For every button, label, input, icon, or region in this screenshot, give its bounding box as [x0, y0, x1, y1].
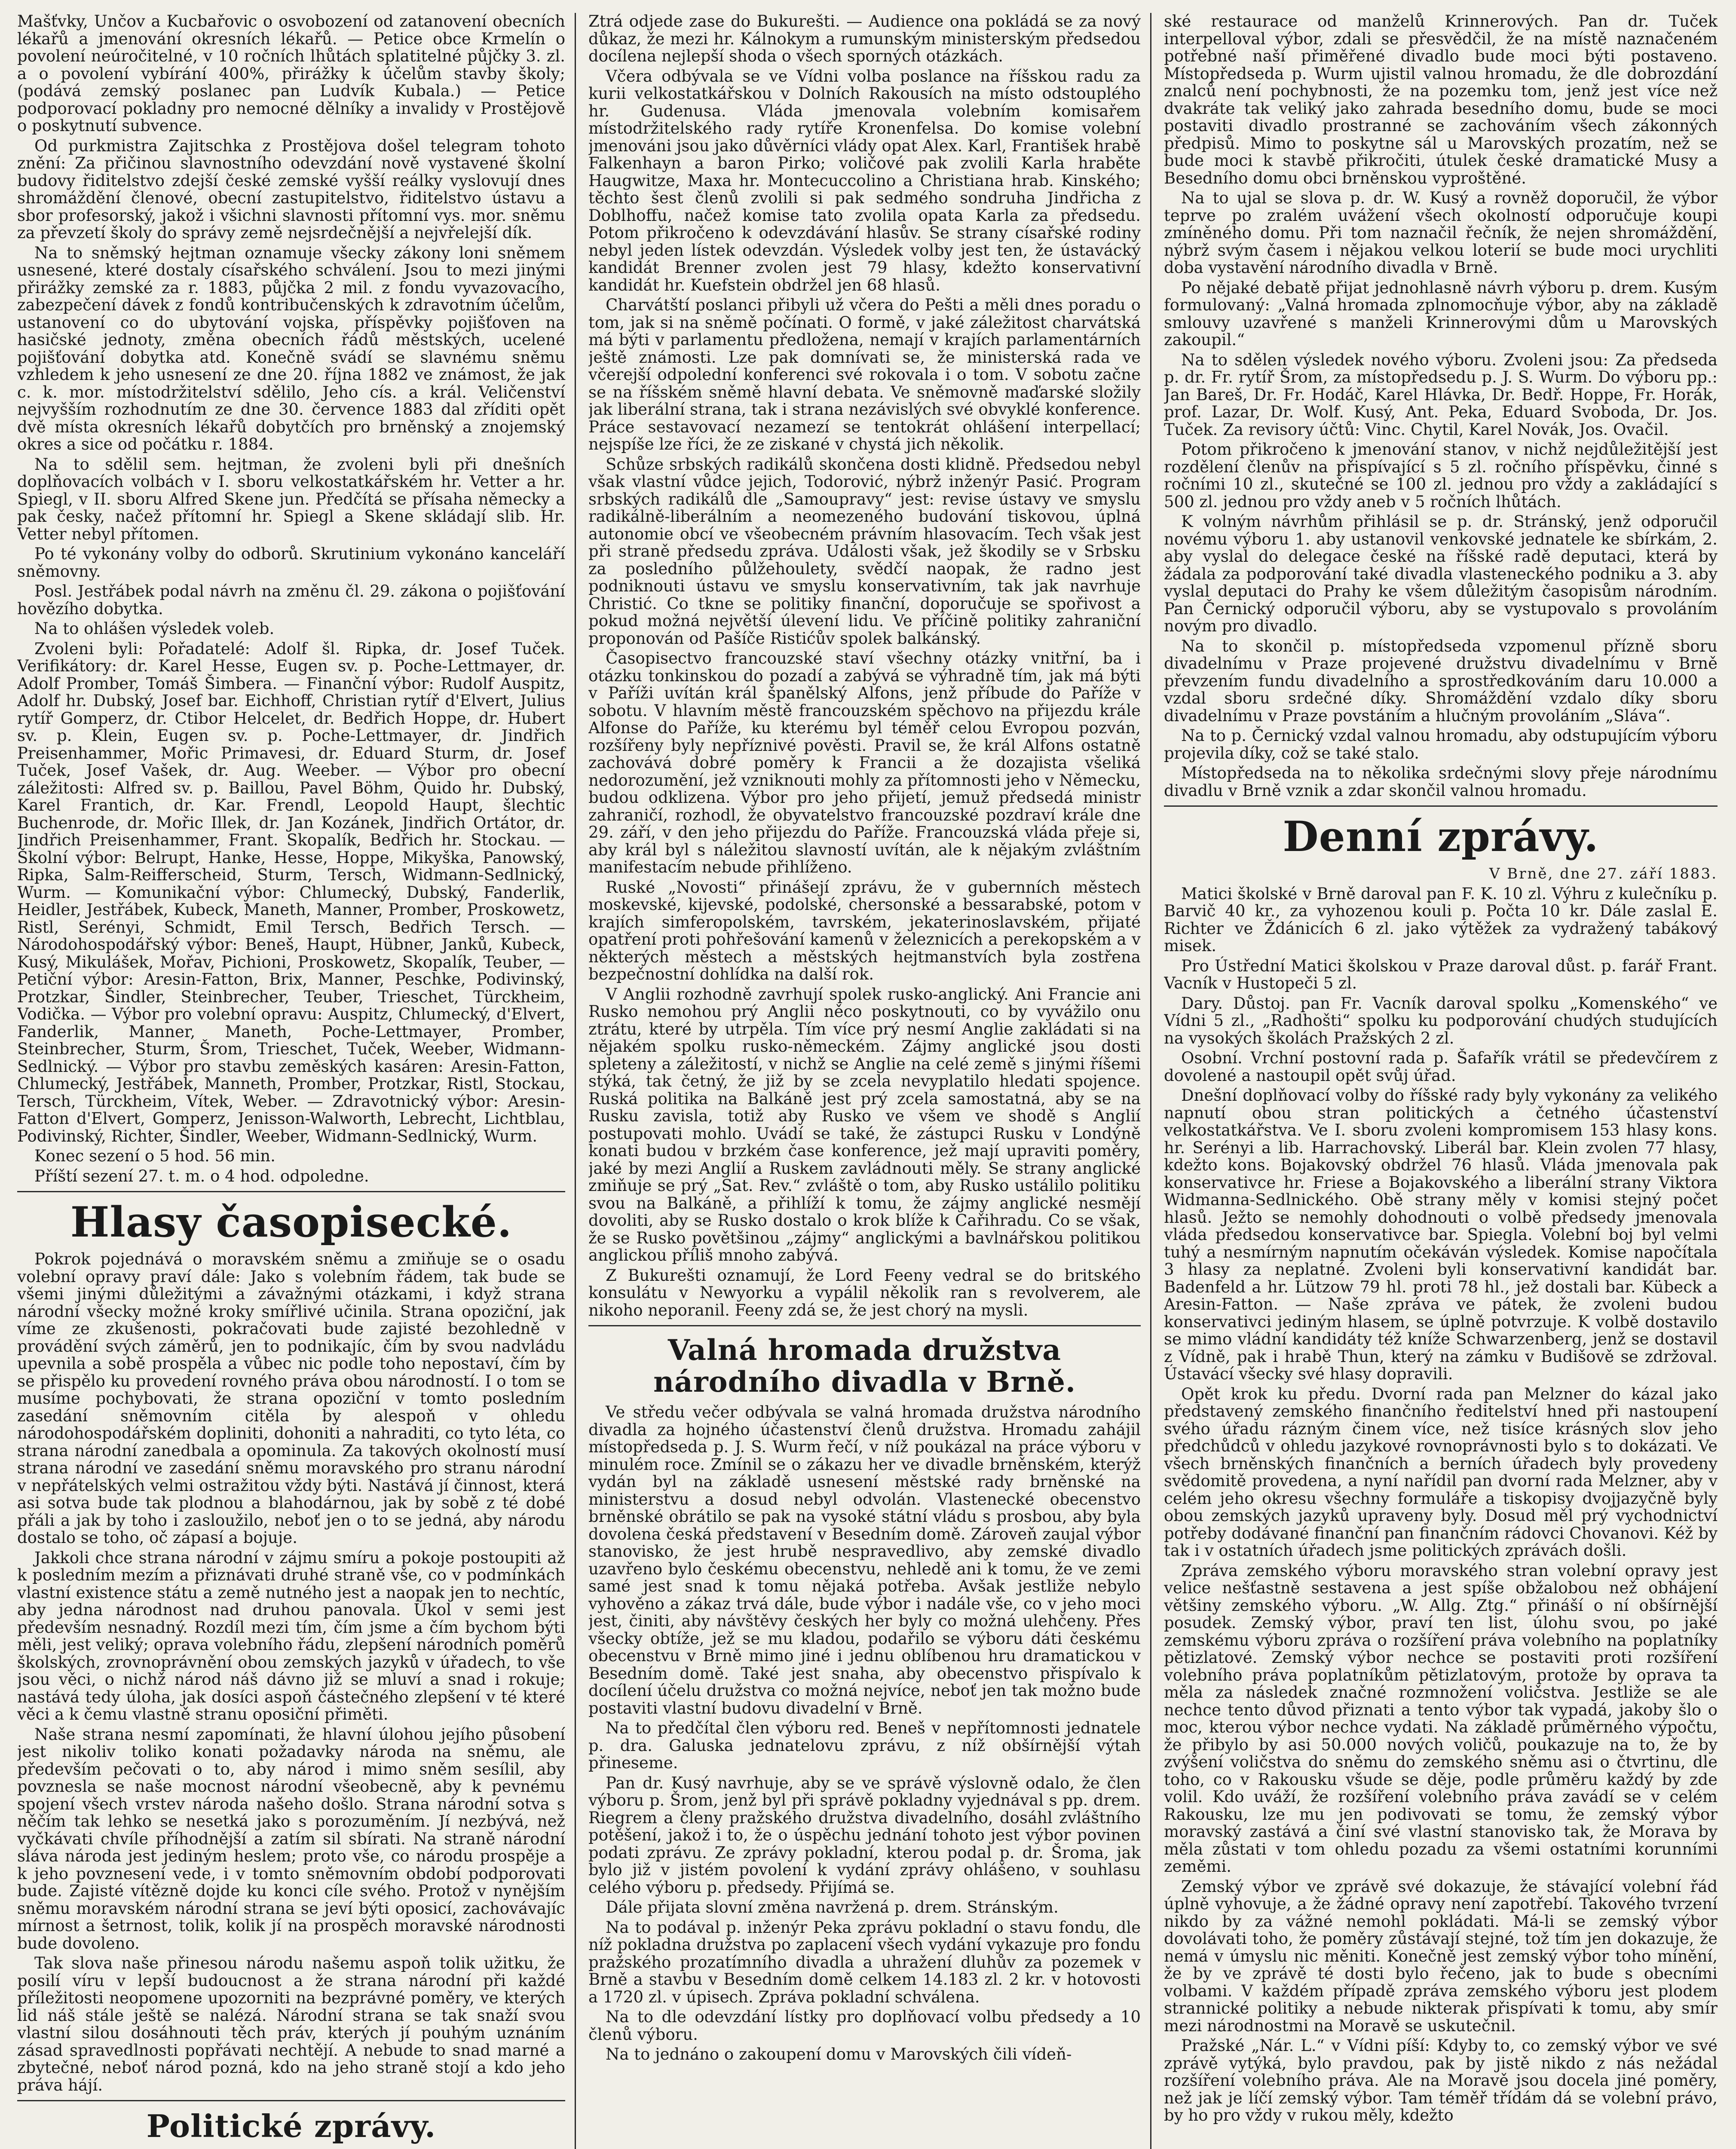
article-paragraph: Příští sezení 27. t. m. o 4 hod. odpoledne.: [34, 1166, 369, 1185]
article-paragraph: Po té vykonány volby do odborů. Skrutinium vykonáno kanceláří sněmovny.: [17, 545, 565, 581]
article-paragraph: Časopisectvo francouzské staví všechny otázky vnitřní, ba i otázku tonkinskou do pozadí a zabývá se výhradně tím, jak má býti v Paříži uvítán král španělský Alfons, jenž příbude do Paříže v sobotu. V hlavním městě francouzském spěchovo na přijezdu krále Alfonse do Paříže, ku kterému byl téměř celou Evropou pozván, rozšířeny byly nepříznivé pověsti. Pravil se, že král Alfons ostatně zachovává dobré poměry k Francii a že dozajista všeliká nedorozumění, jež vzniknouti mohly za přítomnosti jeho v Německu, budou odklizena. Výbor pro jeho přijetí, jemuž předsedá ministr zahraničí, rozhodl, že obyvatelstvo francouzské pozdraví krále dne 29. září, v den jeho přijezdu do Paříže. Francouzská vláda přeje si, aby král byl s náležitou slavností uvítán, ale k nějakým zvláštním manifestacím nebude přihlíženo.: [588, 649, 1141, 876]
article-paragraph: Ve středu večer odbývala se valná hromada družstva národního divadla za hojného účastenství členů družstva. Hromadu zahájil místopředseda p. J. S. Wurm řečí, v níž poukázal na práce výboru v minulém roce. Zmínil se o zákazu her ve divadle brněnském, kterýž vydán byl na základě usnesení městské rady brněnské na ministerstvu a dosud nebyl odvolán. Vlastenecké obecenstvo brněnské obrátilo se pak na vysoké státní vládu s prosbou, aby byla dovolena česká představení v Besedním domě. Zároveň zaujal výbor stanovisko, že jest hrubě nespravedlivo, aby zemské divadlo uzavřeno bylo českému obecenstvu, nehledě ani k tomu, že ve zemi samé jest snad k tomu nějaká potřeba. Avšak jestliže nebylo vyhověno a zákaz trvá dále, bude výbor i nadále vše, co v jeho moci jest, činiti, aby návštěvy českých her byly co možná ulehčeny. Přes všecky obtíže, jež se mu kladou, podařilo se výboru dáti českému obecenstvu v Brně mimo jiné i jednu oblíbenou hru dramatickou v Besedním domě. Také jest snaha, aby obecenstvo přispívalo k docílení účelu družstva co možná nejvíce, neboť jen tak možno bude postaviti vlastní budovu divadelní v Brně.: [588, 1403, 1141, 1717]
article-paragraph: Pro Ústřední Matici školskou v Praze daroval důst. p. farář Frant. Vacník v Hustopeči 5 zl.: [1164, 956, 1718, 992]
article-paragraph: Od purkmistra Zajitschka z Prostějova došel telegram tohoto znění: Za přičinou slavnostního odevzdání nově vystavené školní budovy řiditelstvo zdejší české zemské vyšší reálky vyslovují dnes shromáždění členové, obecní zastupitelstvo, řiditelstvo ústavu a sbor profesorský, jakož i všichni slavnosti přítomní vys. mor. sněmu za převzetí školy do správy země nejsrdečnější a nejvřelejší dík.: [17, 136, 565, 242]
article-paragraph: Zvoleni byli: Pořadatelé: Adolf šl. Ripka, dr. Josef Tuček. Verifikátory: dr. Karel Hesse, Eugen sv. p. Poche-Lettmayer, dr. Adolf Promber, Tomáš Šimbera. — Finanční výbor: Rudolf Auspitz, Adolf hr. Dubský, Josef bar. Eichhoff, Christian rytíř d'Elvert, Julius rytíř Gomperz, dr. Ctibor Helcelet, dr. Bedřich Hoppe, dr. Hubert sv. p. Klein, Eugen sv. p. Poche-Lettmayer, dr. Jindřich Preisenhammer, Mořic Primavesi, dr. Eduard Sturm, dr. Josef Tuček, Josef Vašek, dr. Aug. Weeber. — Výbor pro obecní záležitosti: Alfred sv. p. Baillou, Pavel Böhm, Quido hr. Dubský, Karel Frantich, dr. Kar. Frendl, Leopold Haupt, šlechtic Buchenrode, dr. Mořic Illek, dr. Jan Kozánek, Jindřich Ortátor, dr. Jindřich Preisenhammer, Frant. Skopalík, Bedřich hr. Stockau. — Školní výbor: Belrupt, Hanke, Hesse, Hoppe, Mikyška, Panowský, Ripka, Salm-Reifferscheid, Sturm, Tersch, Widmann-Sedlnický, Wurm. — Komunikační výbor: Chlumecký, Dubský, Fanderlik, Heidler, Jestřábek, Kubeck, Maneth, Manner, Promber, Proskowetz, Ristl, Serényi, Schmidt, Emil Tersch, Bedřich Tersch. — Národohospodářský výbor: Beneš, Haupt, Hübner, Janků, Kubeck, Kusý, Mikulášek, Mořav, Pichioni, Proskowetz, Skopalík, Teuber, — Petiční výbor: Aresin-Fatton, Brix, Manner, Peschke, Podivinský, Protzkar, Šindler, Steinbrecher, Teuber, Trieschet, Türckheim, Vodička. — Výbor pro volební opravu: Auspitz, Chlumecký, d'Elvert, Fanderlik, Manner, Maneth, Poche-Lettmayer, Promber, Steinbrecher, Sturm, Šrom, Trieschet, Tuček, Weeber, Widmann-Sedlnický. — Výbor pro stavbu zeměských kasáren: Aresin-Fatton, Chlumecký, Jestřábek, Manneth, Promber, Protzkar, Ristl, Stockau, Tersch, Türckheim, Vítek, Weber. — Zdravotnický výbor: Aresin-Fatton d'Elvert, Gomperz, Jenisson-Walworth, Lebrecht, Lichtblau, Podivinský, Richter, Šindler, Weeber, Widmann-Sedlnický, Wurm.: [17, 639, 565, 1145]
article-paragraph: K volným návrhům přihlásil se p. dr. Stránský, jenž odporučil novému výboru 1. aby ustanovil venkovské jednatele ke sbírkám, 2. aby vyslal do delegace české na říšské radě deputaci, která by žádala za podporování také divadla vlasteneckého podniku a 3. aby vyslal deputaci do Prahy ke všem důležitým časopisům národním. Pan Černický odporučil výboru, aby se vystupovalo s provoláním novým pro divadlo.: [1164, 512, 1718, 635]
article-paragraph: Opět krok ku předu. Dvorní rada pan Melzner do kázal jako představený zemského finančního ředitelství hned při nastoupení svého úřadu rázným činem více, než tisíce krásných slov jeho předchůdců v ohledu jazykové rovnoprávnosti bylo s to dokázati. Ve všech brněnských finančních a berních úřadech byly provedeny svědomitě provedena, a nyní nařídil pan dvorní rada Melzner, aby v celém jeho okresu všechny formuláře a tiskopisy dvojjazyčně byly obou zemských jazyků upraveny byly. Dosud měl prý vychodnictví potřeby dodávané finanční pan finančním rádovci Chovanovi. Kéž by tak i v ostatních úřadech jsme politických zprávách došli.: [1164, 1384, 1718, 1560]
article-paragraph: Na to sněmský hejtman oznamuje všecky zákony loni sněmem usnesené, které dostaly císařského schválení. Jsou to mezi jinými přirážky zemské za r. 1883, půjčka 2 mil. z fondu vyvazovacího, zabezpečení dávek z fondů kontribučenských k zdravotním účelům, ustanovení co do ubytování vojska, příspěvky pojišťoven na hasičské jednoty, změna obecních řádů městských, ucelené pojišťování dobytka atd. Konečně svádí se slavnému sněmu vzhledem k jeho usnesení ze dne 20. října 1882 ve známost, že jak c. k. mor. místodržitelství sdělilo, Jeho cís. a král. Veličenství nejvyšším rozhodnutím ze dne 30. července 1883 dal zříditi opět dvě místa okresních lékařů dobytčích pro brněnský a znojemský okres a sice od počátku r. 1884.: [17, 243, 565, 453]
section-divider: [588, 1325, 1141, 1326]
article-paragraph: Schůze srbských radikálů skončena dosti klidně. Předsedou nebyl však vlastní vůdce jejich, Todorović, nýbrž inženýr Pasić. Program srbských radikálů dle „Samoupravy“ jest: revise ústavy ve smyslu radikálně-liberálním a neomezeného budování tiskovou, úplná autonomie obcí ve všeobecném právním hlasovacím. Tech však jest při straně předsedu zpráva. Události však, jež škodily se v Srbsku za posledního půlžehoulety, svědčí naopak, že radno jest podniknouti ústavu ve smyslu konservativním, tak jak navrhuje Christić. Co tkne se politiky finanční, doporučuje se spořivost a pokud možná největší úlevení lidu. Ve příčině politiky zahraniční proponován od Pašíče Ristićův spolek balkánský.: [588, 455, 1141, 648]
section-divider: [17, 2100, 565, 2101]
section-heading-denni: Denní zprávy.: [1283, 812, 1599, 861]
article-paragraph: Na to podával p. inženýr Peka zprávu pokladní o stavu fondu, dle níž pokladna družstva po zaplacení všech vydání vykazuje pro fondu pražského prozatímního divadla a uhražení dluhův za pozemek v Brně a stavbu v Besedním domě celkem 14.183 zl. 2 kr. v hotovosti a 1720 zl. v úpisech. Zpráva pokladní schválena.: [588, 1918, 1141, 2006]
article-paragraph: Na to skončil p. místopředseda vzpomenul přízně sboru divadelnímu v Praze projevené družstvu divadelnímu v Brně převzením fundu divadelního a sprostředkováním daru 10.000 a vzdal sboru srdečné díky. Shromáždění vzdalo díky sboru divadelnímu v Praze povstáním a hlučným provoláním „Sláva“.: [1164, 637, 1718, 725]
article-paragraph: Zpráva zemského výboru moravského stran volební opravy jest velice nešťastně sestavena a jest spíše obžalobou než obhájení většiny zemského výboru. „W. Allg. Ztg.“ přináší o ní obšírnější posudek. Zemský výbor, praví ten list, úlohu svou, po jaké zemskému výboru zpráva o rozšíření práva volebního na poplatníky pětizlatové. Zemský výbor nechce se postaviti proti rozšíření volebního práva poplatníkům pětizlatovým, protože by oprava ta měla za následek značné rozmnožení voličstva. Jestliže se ale nechce tento důvod přiznati a tento výbor tak vypadá, jakoby šlo o moc, kterou výbor nechce vydati. Na základě průměrného výpočtu, že přibylo by asi 50.000 nových voličů, poukazuje na to, že by zvýšení voličstva do sněmu do zemského sněmu asi o čtvrtinu, dle toho, co v Rakousku všude se děje, podle průměru každý by zde volil. Kdo uváží, že rozšíření volebního práva zavádí se v celém Rakousku, lze mu jen podivovati se tomu, že zemský výbor moravský zastává a činí své vlastní stanovisko tak, že Morava by měla zůstati v tom ohledu pozadu za všemi ostatními korunními zeměmi.: [1164, 1561, 1718, 1876]
article-paragraph: Dary. Důstoj. pan Fr. Vacník daroval spolku „Komenského“ ve Vídni 5 zl., „Radhošti“ spolku ku podporování chudých studujících na vysokých školách Pražských 2 zl.: [1164, 994, 1718, 1047]
section-divider: [1164, 805, 1718, 807]
article-paragraph: Včera odbývala se ve Vídni volba poslance na říšskou radu za kurii velkostatkářskou v Dolních Rakousích na místo odstouplého hr. Gudenusa. Vláda jmenovala volebním komisařem místodržitelského rady rytíře Kronenfelsa. Do komise volební jmenováni jsou jako důvěrníci vlády opat Alex. Karl, František hrabě Falkenhayn a baron Pirko; voličové pak zvolili Karla hraběte Haugwitze, Maxa hr. Montecuccolino a Christiana hrab. Kinského; těchto šest členů zvolili si pak sedmého sondruha Jindřicha z Doblhoffu, načež komise tato zvolila opata Karla za předsedu. Potom přikročeno k odevzdávání hlasův. Se strany císařské rodiny nebyl jeden lístek odevzdán. Výsledek volby jest ten, že ústavácký kandidát Brenner zvolen jest 79 hlasy, kdežto konservativní kandidát hr. Kuefstein obdržel jen 68 hlasů.: [588, 67, 1141, 294]
article-paragraph: Posl. Jestřábek podal návrh na změnu čl. 29. zákona o pojišťování hovězího dobytka.: [17, 582, 565, 618]
newspaper-page: [17, 13, 1723, 2149]
section-heading-hlasy: Hlasy časopisecké.: [70, 1198, 512, 1246]
article-paragraph: Na to předčítal člen výboru red. Beneš v nepřítomnosti jednatele p. dra. Galuska jednatelovu zprávu, z níž obšírnější výtah přineseme.: [588, 1719, 1141, 1772]
section-heading-politicke: Politické zprávy.: [146, 2108, 436, 2144]
article-paragraph: Na to p. Černický vzdal valnou hromadu, aby odstupujícím výboru projevila díky, což se také stalo.: [1164, 726, 1718, 762]
article-paragraph: Pan dr. Kusý navrhuje, aby se ve správě výslovně odalo, že člen výboru p. Šrom, jenž byl při správě pokladny vyjednával s pp. drem. Riegrem a členy pražského družstva divadelního, dosáhl zvláštního potěšení, jakož i to, že o úspěchu jednání tohoto jest výbor povinen podati zprávu. Ze zprávy pokladní, kterou podal p. dr. Šroma, jak bylo již v jistém povolení k vydání zprávy ohlášeno, v souhlasu celého výboru p. předsedy. Přijímá se.: [588, 1773, 1141, 1897]
article-paragraph: Na to sdělen výsledek nového výboru. Zvoleni jsou: Za předseda p. dr. Fr. rytíř Šrom, za místopředsedu p. J. S. Wurm. Do výboru pp.: Jan Bareš, Dr. Fr. Hodáč, Karel Hlávka, Dr. Bedř. Hoppe, Fr. Horák, prof. Lazar, Dr. Wolf. Kusý, Ant. Peka, Eduard Svoboda, Dr. Jos. Tuček. Za revisory účtů: Vinc. Chytil, Karel Novák, Jos. Ovačil.: [1164, 350, 1718, 439]
article-paragraph: Tak slova naše přinesou národu našemu aspoň tolik užitku, že posilí víru v lepší budoucnost a že strana národní při každé příležitosti neopomene upozorniti na bezprávné poměry, ve kterých lid náš stále ještě se nalézá. Národní strana se tak snaží svou vlastní silou dosáhnouti těch práv, kterých jí pouhým uznáním zásad spravedlnosti popřávati nechtějí. A nebude to snad marné a zbytečné, neboť národ pozná, kdo na jeho straně stojí a kdo jeho práva hájí.: [17, 1954, 565, 2094]
article-paragraph: Dále přijata slovní změna navržená p. drem. Stránským.: [606, 1898, 1059, 1916]
column-2: [588, 13, 1151, 2149]
article-paragraph: Na to sdělil sem. hejtman, že zvoleni byli při dnešních doplňovacích volbách v I. sboru velkostatkářském hr. Vetter a hr. Spiegl, v II. sboru Alfred Skene jun. Předčítá se přísaha německy a pak česky, načež přítomní hr. Spiegl a Skene skládají slib. Hr. Vetter nebyl přítomen.: [17, 455, 565, 543]
article-paragraph: Osobní. Vrchní postovní rada p. Šafařík vrátil se předevčírem z dovolené a nastoupil opět svůj úřad.: [1164, 1049, 1718, 1085]
article-paragraph: Naše strana nesmí zapomínati, že hlavní úlohou jejího působení jest nikoliv toliko konati požadavky národa na sněmu, ale především pečovati o to, aby národ i mimo sněm sesílil, aby povznesla se naše mocnost národní všeobecně, aby k pevnému spojení všech vrstev národa našeho došlo. Strana národní sotva s něčím tak lehko se nesetká jako s porozuměním. Jí nezbývá, než vyčkávati chvíle příhodnější a zatím sil sbírati. Na straně národní sláva národa jest jediným heslem; proto vše, co národu prospěje a k jeho povznesení vede, i v tomto sněmovním období podporovati bude. Zajisté vítězně dojde ku konci cíle svého. Protož v nynějším sněmu moravském národní strana se jeví býti oposicí, zachovávajíc mírnost a šetrnost, tolik, kolik jí na prospěch moravské národnosti bude dovoleno.: [17, 1725, 565, 1953]
article-paragraph: V Anglii rozhodně zavrhují spolek rusko-anglický. Ani Francie ani Rusko nemohou prý Anglii něco poskytnouti, co by vyvážilo onu ztrátu, které by utrpěla. Tím více prý nesmí Anglie zakládati si na nějakém spolku rusko-německém. Zájmy anglické jsou dosti spleteny a záležitostí, v nichž se Anglie na celé země s jinými říšemi stýká, tak četný, že již by se zcela nevyplatilo hledati spojence. Ruská politika na Balkáně jest prý zcela samostatná, aby se na Rusku zavisla, totiž aby Rusko ve všem ve shodě s Anglií postupovati mohlo. Uvádí se také, že zástupci Rusku v Londýně konati budou v brzkém čase konference, jež mají upraviti poměry, jaké by mezi Anglií a Ruskem zavládnouti měly. Se strany anglické zmiňuje se prý „Sat. Rev.“ zvláště o tom, aby Rusko ustálilo politiku svou na Balkáně, a přihlíží k tomu, že zájmy anglické nesmějí dovoliti, aby se Rusko dostalo o krok blíže k Cařihradu. Co se však, že se Rusko povětšinou „zájmy“ anglickými a bavlnářskou politikou anglickou příliš mnoho zabývá.: [588, 985, 1141, 1264]
article-paragraph: Místopředseda na to několika srdečnými slovy přeje národnímu divadlu v Brně vznik a zdar skončil valnou hromadu.: [1164, 764, 1718, 800]
article-paragraph: Na to jednáno o zakoupení domu v Marovských čili vídeň-: [606, 2045, 1072, 2063]
column-3: [1164, 13, 1727, 2149]
column-1: [17, 13, 576, 2149]
article-paragraph: Matici školské v Brně daroval pan F. K. 10 zl. Výhru z kulečníku p. Barvič 40 kr., za vyhozenou kouli p. Počta 10 kr. Dále zaslal E. Richter ve Ždánicích 6 zl. jako výtěžek za vydražený tabákový misek.: [1164, 884, 1718, 955]
article-paragraph: Mašťvky, Unčov a Kucbařovic o osvobození od zatanovení obecních lékařů a jmenování okresních lékařů. — Petice obce Krmelín o povolení neúročitelné, v 10 ročních lhůtách splatitelné půjčky 3. zl. a o povolení vybírání 400%, přirážky k účelům stavby školy; (podává zemský poslanec pan Ludvík Kubala.) — Petice podporovací pokladny pro nemocné dělníky a invalidy v Prostějově o poskytnutí subvence.: [17, 13, 565, 135]
section-divider: [17, 1191, 565, 1192]
article-paragraph: Ruské „Novosti“ přinášejí zprávu, že v gubernních městech moskevské, kijevské, podolské, chersonské a bessarabské, potom v krajích simferopolském, tavrském, jekaterinoslavském, přijaté opatření proti pohřešování kamenů v železnicích a perekopském a v některých městech a městských hejtmanstvích byla zostřena bezpečnostní dohlídka na další rok.: [588, 878, 1141, 983]
article-paragraph: Z Bukurešti oznamují, že Lord Feeny vedral se do britského konsulátu v Newyorku a vypálil několik ran s revolverem, ale nikoho neporanil. Feeny zdá se, že jest chorý na mysli.: [588, 1266, 1141, 1319]
article-paragraph: Zemský výbor ve zprávě své dokazuje, že stávající volební řád úplně vyhovuje, a že žádné opravy není zapotřebí. Takového tvrzení nikdo by za vážné nemohl pokládati. Má-li se zemský výbor dovolávati toho, že poměry zůstávají stejné, tož tím jen dokazuje, že nemá v úmyslu nic měniti. Konečně jest zemský výbor toho mínění, že by ve zprávě té dosti bylo řečeno, jak to bude s obecními volbami. V každém případě zpráva zemského výboru jest plodem strannické politiky a nebude nikterak přispívati k tomu, aby smír mezi národnostmi na Moravě se uskutečnil.: [1164, 1877, 1718, 2035]
article-paragraph: Dnešní doplňovací volby do říšské rady byly vykonány za velikého napnutí obou stran politických a četného účastenství velkostatkářstva. Ve I. sboru zvoleni kompromisem 153 hlasy kons. hr. Serényi a lib. Harrachovský. Liberál bar. Klein zvolen 77 hlasy, kdežto kons. Bojakovský obdržel 76 hlasů. Vláda jmenovala pak konservativce hr. Friese a Bojakovského a liberální strany Viktora Widmanna-Sedlnického. Obě strany měly v komisi stejný počet hlasů. Ježto se nemohly dohodnouti o volbě předsedy jmenovala vláda předsedou konservativce bar. Spiegla. Volební boj byl velmi tuhý a nesmírným napnutím očekáván výsledek. Komise napočítala 3 hlasy za neplatné. Zvoleni byli konservativní kandidát bar. Badenfeld a hr. Lützow 79 hl. proti 78 hl., jež dostali bar. Kübeck a Aresin-Fatton. — Naše zpráva ve pátek, že zvoleni budou konservativci jediným hlasem, se úplně potvrzuje. K volbě dostavilo se mimo vládní kandidáty též kníže Schwarzenberg, jenž se dostavil z Vídně, pak i hrabě Thun, který na zámku v Budišově se zdržoval. Ústavácí všecky své hlasy dopravili.: [1164, 1086, 1718, 1383]
article-paragraph: Na to dle odevzdání lístky pro doplňovací volbu předsedy a 10 členů výboru.: [588, 2008, 1141, 2044]
article-paragraph: Na to ohlášen výsledek voleb.: [34, 619, 275, 638]
dateline: V Brně, dne 27. září 1883.: [1489, 865, 1718, 882]
article-paragraph: Potom přikročeno k jmenování stanov, v nichž nejdůležitější jest rozdělení členův na přispívající s 5 zl. ročního příspěvku, činné s ročními 10 zl., skutečné se 100 zl. jednou pro vždy a zakládající s 500 zl. jednou pro vždy aneb v 5 ročních lhůtách.: [1164, 440, 1718, 511]
article-paragraph: Jakkoli chce strana národní v zájmu smíru a pokoje postoupiti až k posledním mezím a přiznávati druhé straně vše, co v podmínkách vlastní existence státu a země nutného jest a naopak jen to nechtíc, aby jedna národnost nad druhou panovala. Úkol v semi jest především nesnadný. Rozdíl mezi tím, čím jsme a čím bychom býti měli, jest veliký; oprava volebního řádu, zlepšení národních poměrů školských, zrovnoprávnění obou zemských jazyků v úřadech, to vše jsou věci, o nichž národ náš dávno již se mluví a snad i rokuje; nastává tedy úloha, jak dosíci aspoň částečného zlepšení v té které věci a k čemu vlastně stranu oposiční přiměti.: [17, 1548, 565, 1723]
article-paragraph: Pokrok pojednává o moravském sněmu a zmiňuje se o osadu volební opravy praví dále: Jako s volebním řádem, tak bude se všemi jinými důležitými a závažnými otázkami, i když strana národní všecky možné kroky smířlivé učinila. Strana opoziční, jak víme ze zkušenosti, pokračovati bude zajisté bezohledně v provádění svých záměrů, jen to podnikajíc, čím by svou nadvládu upevnila a sobě prospěla a vůbec nic podle toho nepostaví, čím by se přispělo ku provedení rovného práva obou národností. I o tom se musíme pochybovati, že strana opoziční v tomto posledním zasedání sněmovním citěla by alespoň v ohledu národohospodářském dopliniti, dohoniti a nahraditi, co tyto léta, co strana národní zanedbala a opominula. Za takových okolností musí strana národní ve zasedání sněmu moravského pro stranu národní v nepřátelských velmi ostražitou vždy býti. Nastává jí činnost, která asi sotva bude tak plodnou a blahodárnou, jak by sobě z té dobé přáli a jak by toho i zasloužilo, neboť jen o to se jedná, aby národu dostalo se toho, oč zápasí a bojuje.: [17, 1250, 565, 1547]
article-paragraph: Na to ujal se slova p. dr. W. Kusý a rovněž doporučil, že výbor teprve po zralém uvážení všech okolností odporučuje koupi zmíněného domu. Při tom naznačil řečník, že nejen shromáždění, nýbrž svým časem i nějakou velkou loterií se bude moci urychliti doba vystavění národního divadla v Brně.: [1164, 189, 1718, 277]
article-paragraph: ské restaurace od manželů Krinnerových. Pan dr. Tuček interpelloval výbor, zdali se přesvědčil, že na místě naznačeném potřebné naší přiměřené divadlo bude moci býti postaveno. Místopředseda p. Wurm ujistil valnou hromadu, že dle dobrozdání znalců není pochybnosti, že na pozemku tom, jenž jest více než dvakráte tak veliký jako zahrada besedního domu, bude se moci postaviti divadlo prostranné se zachováním všech zákonných předpisů. Mimo to poskytne sál u Marovských prozatím, než se bude moci k stavbě přikročiti, útulek české dramatické Musy a Besedního domu obci brněnskou vyproštěné.: [1164, 13, 1718, 187]
article-paragraph: Po nějaké debatě přijat jednohlasně návrh výboru p. drem. Kusým formulovaný: „Valná hromada zplnomocňuje výbor, aby na základě smlouvy uzavřené s manželi Krinnerovými dům u Marovských zakoupil.“: [1164, 278, 1718, 349]
article-paragraph: Ztrá odjede zase do Bukurešti. — Audience ona pokládá se za nový důkaz, že mezi hr. Kálnokym a rumunským ministerským předsedou docílena nejlepší shoda o všech sporných otázkách.: [588, 13, 1141, 65]
article-paragraph: Charvátští poslanci přibyli už včera do Pešti a měli dnes poradu o tom, jak si na sněmě počínati. O formě, v jaké záležitost charvátská má býti v parlamentu předložena, nemají v krajích parlamentárních ještě známosti. Lze pak domnívati se, že ministerská rada ve včerejší odpolední konferenci své rokovala i o tom. V sobotu začne se na říšském sněmě hlavní debata. Ve sněmovně maďarské složily jak liberální strana, tak i strana nezávislých své obvyklé konference. Práce sestavovací nezamezí se tentokrát ohlášení interpellací; nejspíše lze říci, že ze ziskané v chystá jich několik.: [588, 296, 1141, 453]
article-paragraph: Pražské „Nár. L.“ v Vídni píší: Kdyby to, co zemský výbor ve své zprávě vytýká, bylo pravdou, pak by jistě nikdo z nás nežádal rozšíření volebního práva. Ale na Moravě jsou docela jiné poměry, než jak je líčí zemský výbor. Tam téměř třídám dá se volební právo, by ho pro vždy v rukou měly, kdežto: [1164, 2036, 1718, 2125]
section-heading-valna-hromada: Valná hromada družstva národního divadla v Brně.: [653, 1333, 1076, 1399]
article-paragraph: Konec sezení o 5 hod. 56 min.: [34, 1147, 276, 1165]
